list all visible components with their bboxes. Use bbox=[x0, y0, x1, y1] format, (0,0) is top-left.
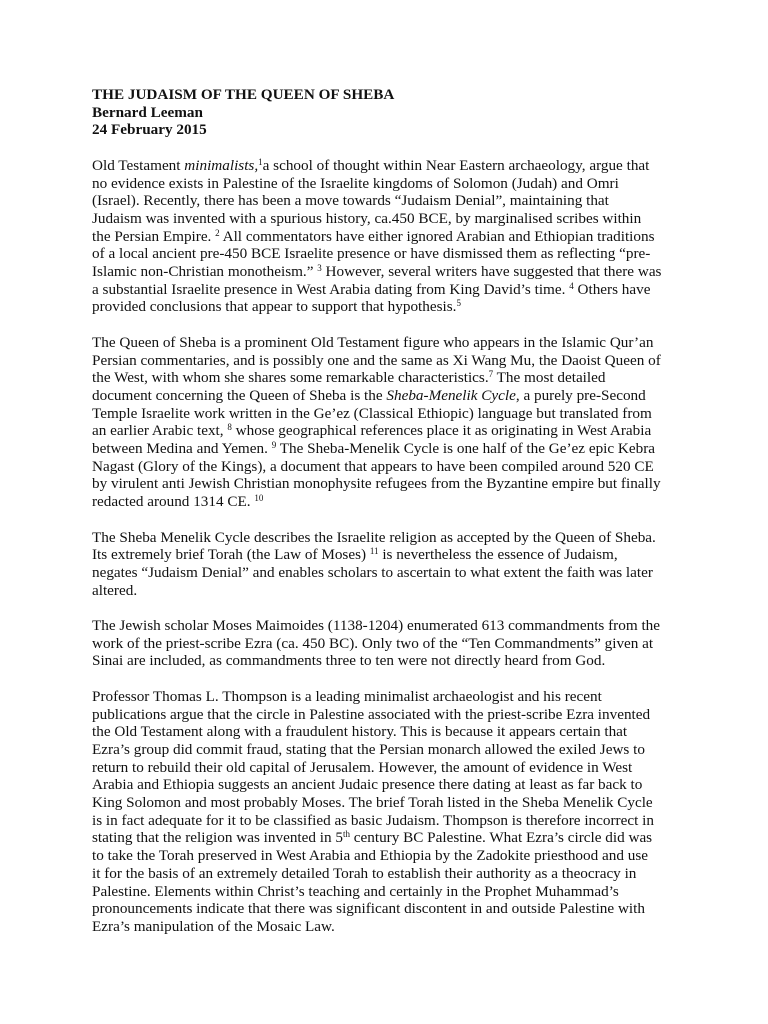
text-line bbox=[92, 918, 684, 936]
footnote-marker: 11 bbox=[369, 546, 379, 557]
text-run: between Medina and Yemen. bbox=[92, 440, 272, 458]
text-line bbox=[92, 546, 684, 564]
text-line bbox=[92, 298, 684, 316]
text-run: The most detailed bbox=[493, 369, 606, 387]
text-line bbox=[92, 794, 684, 812]
text-line bbox=[92, 352, 684, 370]
text-run: Temple Israelite work written in the Ge’ez (Classical Ethiopic) language but translated from bbox=[92, 404, 652, 422]
text-run: (Israel). Recently, there has been a move towards “Judaism Denial”, maintaining that bbox=[92, 192, 609, 210]
text-run: provided conclusions that appear to support that hypothesis. bbox=[92, 298, 457, 316]
text-line bbox=[92, 422, 684, 440]
text-line bbox=[92, 493, 684, 511]
text-run: , a purely pre-Second bbox=[515, 386, 646, 404]
text-line bbox=[92, 723, 684, 741]
text-line bbox=[92, 582, 684, 600]
text-run: However, several writers have suggested that there was bbox=[321, 263, 662, 281]
document-body bbox=[92, 157, 684, 936]
text-line bbox=[92, 281, 684, 299]
text-line bbox=[92, 883, 684, 901]
text-line bbox=[92, 369, 684, 387]
paragraph bbox=[92, 688, 684, 936]
paragraph bbox=[92, 529, 684, 600]
text-line bbox=[92, 458, 684, 476]
text-line bbox=[92, 440, 684, 458]
text-run: the Old Testament along with a fraudulent history. This is because it appears certain that bbox=[92, 723, 628, 741]
document-date: 24 February 2015 bbox=[92, 121, 207, 139]
text-run: altered. bbox=[92, 581, 138, 599]
text-line bbox=[92, 706, 684, 724]
text-run: Islamic non-Christian monotheism.” bbox=[92, 263, 318, 281]
text-line bbox=[92, 387, 684, 405]
text-run: the West, with whom she shares some remarkable characteristics. bbox=[92, 369, 489, 387]
text-run: century BC Palestine. What Ezra’s circle did was bbox=[349, 829, 653, 847]
text-line bbox=[92, 865, 684, 883]
text-run: The Sheba Menelik Cycle describes the Israelite religion as accepted by the Queen of Sheba. bbox=[92, 528, 656, 546]
text-run: is in fact adequate for it to be classified as basic Judaism. Thompson is therefore incorrect in bbox=[92, 811, 654, 829]
text-run: Sinai are included, as commandments three to ten were not directly heard from God. bbox=[92, 652, 606, 670]
text-run: Palestine. Elements within Christ’s teaching and certainly in the Prophet Muhammad’s bbox=[92, 882, 619, 900]
footnote-marker: 3 bbox=[317, 263, 322, 274]
text-run: work of the priest-scribe Ezra (ca. 450 BC). Only two of the “Ten Commandments” given at bbox=[92, 634, 654, 652]
footnote-marker: 9 bbox=[271, 440, 277, 451]
text-run: a school of thought within Near Eastern archaeology, argue that bbox=[262, 156, 650, 174]
text-line bbox=[92, 564, 684, 582]
text-line bbox=[92, 635, 684, 653]
text-line bbox=[92, 475, 684, 493]
footnote-marker: 4 bbox=[569, 280, 574, 291]
text-line bbox=[92, 652, 684, 670]
text-line bbox=[92, 776, 684, 794]
italic-text: Sheba-Menelik Cycle bbox=[386, 386, 516, 404]
text-run: Its extremely brief Torah (the Law of Moses) bbox=[92, 546, 370, 564]
document-header bbox=[92, 86, 684, 139]
text-run: by virulent anti Jewish Christian monophysite refugees from the Byzantine empire but finally bbox=[92, 475, 661, 493]
text-line bbox=[92, 688, 684, 706]
text-run: Judaism was invented with a spurious history, ca.450 BCE, by marginalised scribes within bbox=[92, 209, 642, 227]
text-line bbox=[92, 759, 684, 777]
text-line bbox=[92, 245, 684, 263]
text-line bbox=[92, 263, 684, 281]
text-run: Ezra’s manipulation of the Mosaic Law. bbox=[92, 917, 335, 935]
text-run: King Solomon and most probably Moses. The brief Torah listed in the Sheba Menelik Cycle bbox=[92, 794, 653, 812]
footnote-marker: th bbox=[342, 829, 350, 840]
text-run: The Jewish scholar Moses Maimoides (1138-1204) enumerated 613 commandments from the bbox=[92, 617, 660, 635]
text-run: All commentators have either ignored Arabian and Ethiopian traditions bbox=[219, 227, 655, 245]
text-run: the Persian Empire. bbox=[92, 227, 216, 245]
text-line bbox=[92, 847, 684, 865]
text-run: whose geographical references place it as originating in West Arabia bbox=[231, 422, 652, 440]
paragraph bbox=[92, 157, 684, 316]
text-run: it for the basis of an extremely detailed Torah to establish their authority as a theocracy in bbox=[92, 864, 637, 882]
footnote-marker: 7 bbox=[488, 369, 494, 380]
text-run: document concerning the Queen of Sheba is the bbox=[92, 386, 387, 404]
text-line bbox=[92, 157, 684, 175]
text-line bbox=[92, 210, 684, 228]
text-line bbox=[92, 900, 684, 918]
footnote-marker: 5 bbox=[456, 298, 461, 309]
text-run: Arabia and Ethiopia suggests an ancient Judaic presence there dating at least as far back to bbox=[92, 776, 643, 794]
text-line bbox=[92, 228, 684, 246]
text-line bbox=[92, 334, 684, 352]
text-run: negates “Judaism Denial” and enables scholars to ascertain to what extent the faith was later bbox=[92, 563, 653, 581]
text-line bbox=[92, 617, 684, 635]
text-run: Professor Thomas L. Thompson is a leading minimalist archaeologist and his recent bbox=[92, 687, 602, 705]
text-line bbox=[92, 175, 684, 193]
text-run: The Queen of Sheba is a prominent Old Testament figure who appears in the Islamic Qur’an bbox=[92, 333, 654, 351]
text-run: publications argue that the circle in Palestine associated with the priest-scribe Ezra invented bbox=[92, 705, 651, 723]
text-run: of a local ancient pre-450 BCE Israelite presence or have dismissed them as reflecting “pre- bbox=[92, 245, 651, 263]
footnote-marker: 2 bbox=[215, 227, 220, 238]
text-run: redacted around 1314 CE. bbox=[92, 493, 255, 511]
text-line bbox=[92, 829, 684, 847]
text-line bbox=[92, 192, 684, 210]
paragraph bbox=[92, 334, 684, 511]
text-line bbox=[92, 741, 684, 759]
text-run: return to rebuild their old capital of Jerusalem. However, the amount of evidence in West bbox=[92, 758, 633, 776]
text-run: no evidence exists in Palestine of the Israelite kingdoms of Solomon (Judah) and Omri bbox=[92, 174, 619, 192]
document-title: THE JUDAISM OF THE QUEEN OF SHEBA bbox=[92, 86, 395, 103]
text-run: is nevertheless the essence of Judaism, bbox=[378, 546, 618, 564]
italic-text: minimalists, bbox=[184, 156, 259, 174]
text-run: The Sheba-Menelik Cycle is one half of the Ge’ez epic Kebra bbox=[276, 440, 656, 458]
text-run: Persian commentaries, and is possibly one and the same as Xi Wang Mu, the Daoist Queen of bbox=[92, 351, 661, 369]
text-line bbox=[92, 529, 684, 547]
paragraph bbox=[92, 617, 684, 670]
footnote-marker: 8 bbox=[227, 422, 232, 433]
document-page bbox=[92, 86, 684, 953]
text-run: Others have bbox=[573, 280, 651, 298]
text-run: Ezra’s group did commit fraud, stating that the Persian monarch allowed the exiled Jews to bbox=[92, 740, 645, 758]
footnote-marker: 10 bbox=[254, 493, 264, 504]
text-run: stating that the religion was invented in 5 bbox=[92, 829, 343, 847]
text-line bbox=[92, 405, 684, 423]
text-run: Old Testament bbox=[92, 156, 185, 174]
text-run: an earlier Arabic text, bbox=[92, 422, 228, 440]
text-line bbox=[92, 812, 684, 830]
footnote-marker: 1 bbox=[258, 156, 263, 167]
text-run: to take the Torah preserved in West Arabia and Ethiopia by the Zadokite priesthood and use bbox=[92, 847, 648, 865]
text-run: Nagast (Glory of the Kings), a document that appears to have been compiled around 520 CE bbox=[92, 457, 654, 475]
text-run: a substantial Israelite presence in West Arabia dating from King David’s time. bbox=[92, 280, 570, 298]
document-author: Bernard Leeman bbox=[92, 103, 203, 121]
text-run: pronouncements indicate that there was significant discontent in and outside Palestine with bbox=[92, 900, 645, 918]
